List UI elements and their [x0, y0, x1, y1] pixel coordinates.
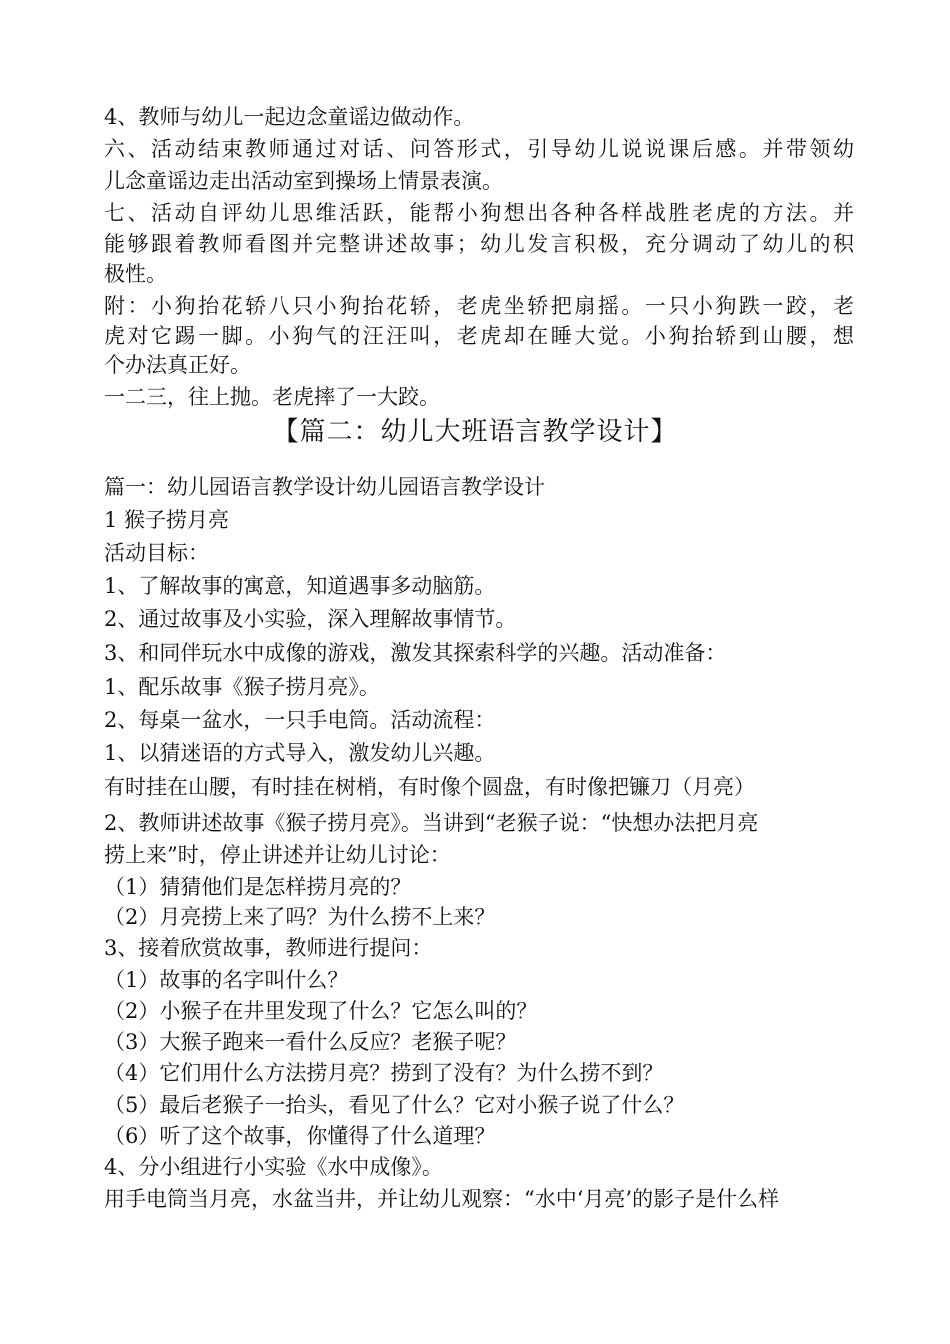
text-line: 2、通过故事及小实验，深入理解故事情节。: [104, 607, 517, 631]
text-line: 3、接着欣赏故事，教师进行提问：: [104, 936, 433, 960]
text-line: （6）听了这个故事，你懂得了什么道理？: [104, 1124, 496, 1148]
text-line: 捞上来”时，停止讲述并让幼儿讨论：: [104, 843, 451, 867]
text-line: （5）最后老猴子一抬头，看见了什么？它对小猴子说了什么？: [104, 1093, 685, 1117]
text-line: 2、每桌一盆水，一只手电筒。活动流程：: [104, 708, 496, 732]
text-line: 七、活动自评幼儿思维活跃，能帮小狗想出各种各样战胜老虎的方法。并: [104, 201, 854, 225]
text-line: 能够跟着教师看图并完整讲述故事；幼儿发言积极，充分调动了幼儿的积: [104, 232, 854, 256]
text-line: 1 猴子捞月亮: [104, 508, 230, 532]
text-line: 篇一：幼儿园语言教学设计幼儿园语言教学设计: [104, 475, 545, 499]
text-line: 1、了解故事的寓意，知道遇事多动脑筋。: [104, 574, 496, 598]
text-line: 六、活动结束教师通过对话、问答形式，引导幼儿说说课后感。并带领幼: [104, 137, 854, 161]
text-line: 4、教师与幼儿一起边念童谣边做动作。: [104, 105, 475, 129]
text-line: （1）猜猜他们是怎样捞月亮的？: [104, 875, 412, 899]
text-line: （2）小猴子在井里发现了什么？它怎么叫的？: [104, 999, 538, 1023]
text-line: 极性。: [104, 262, 167, 286]
text-line: 1、配乐故事《猴子捞月亮》。: [104, 675, 380, 699]
text-line: （4）它们用什么方法捞月亮？捞到了没有？为什么捞不到？: [104, 1061, 664, 1085]
text-line: 附：小狗抬花轿八只小狗抬花轿，老虎坐轿把扇摇。一只小狗跌一跤，老: [104, 294, 854, 318]
text-line: 活动目标：: [104, 541, 209, 565]
text-line: 3、和同伴玩水中成像的游戏，激发其探索科学的兴趣。活动准备：: [104, 641, 727, 665]
text-line: 用手电筒当月亮，水盆当井，并让幼儿观察：“水中‘月亮’的影子是什么样: [104, 1187, 780, 1211]
text-line: （1）故事的名字叫什么？: [104, 968, 349, 992]
text-line: 有时挂在山腰，有时挂在树梢，有时像个圆盘，有时像把镰刀（月亮）: [104, 775, 755, 799]
text-line: 一二三，往上抛。老虎摔了一大跤。: [104, 385, 440, 409]
text-line: 儿念童谣边走出活动室到操场上情景表演。: [104, 169, 503, 193]
section-heading: 【篇二：幼儿大班语言教学设计】: [272, 417, 678, 447]
text-line: （2）月亮捞上来了吗？为什么捞不上来？: [104, 905, 496, 929]
text-line: 虎对它踢一脚。小狗气的汪汪叫，老虎却在睡大觉。小狗抬轿到山腰，想: [104, 324, 854, 348]
text-line: 个办法真正好。: [104, 353, 251, 377]
text-line: 4、分小组进行小实验《水中成像》。: [104, 1155, 443, 1179]
text-line: （3）大猴子跑来一看什么反应？老猴子呢？: [104, 1030, 517, 1054]
text-line: 1、以猜迷语的方式导入，激发幼儿兴趣。: [104, 741, 496, 765]
text-line: 2、教师讲述故事《猴子捞月亮》。当讲到“老猴子说：“快想办法把月亮: [104, 811, 759, 835]
